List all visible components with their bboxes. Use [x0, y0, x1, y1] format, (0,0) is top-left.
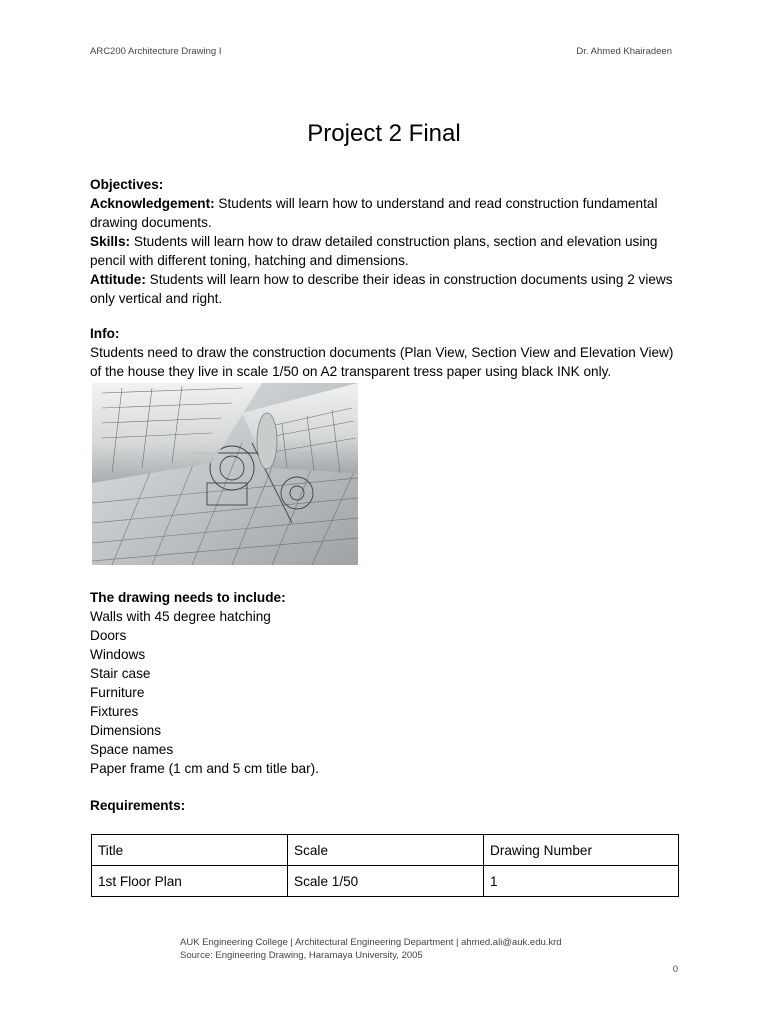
table-cell: Scale 1/50 — [288, 866, 484, 897]
footer — [180, 936, 562, 962]
table-cell: 1st Floor Plan — [92, 866, 288, 897]
objectives-heading: Objectives: — [90, 177, 164, 192]
requirements-table — [91, 834, 679, 897]
include-item: Paper frame (1 cm and 5 cm title bar). — [90, 761, 319, 776]
objectives-section — [90, 175, 680, 308]
include-item: Stair case — [90, 666, 151, 681]
architectural-blueprints-photo — [92, 383, 358, 565]
include-item: Doors — [90, 628, 127, 643]
objective-text: Students will learn how to describe their ideas in construction documents using 2 views only vertical and right. — [90, 272, 673, 306]
page-number: 0 — [672, 964, 678, 975]
table-cell: 1 — [484, 866, 679, 897]
objective-skills — [90, 232, 680, 270]
objective-attitude — [90, 270, 680, 308]
objective-label: Skills: — [90, 234, 131, 249]
includes-section — [90, 588, 680, 778]
info-text: Students need to draw the construction documents (Plan View, Section View and Elevation View) of the house they live in scale 1/50 on A2 transparent tress paper using black INK only. — [90, 345, 674, 379]
header-course: ARC200 Architecture Drawing I — [90, 46, 222, 57]
info-section — [90, 324, 680, 381]
include-item: Windows — [90, 647, 146, 662]
objective-text: Students will learn how to understand and read construction fundamental drawing documents. — [90, 196, 658, 230]
page-title: Project 2 Final — [307, 120, 461, 147]
objective-label: Attitude: — [90, 272, 146, 287]
requirements-heading: Requirements: — [90, 798, 186, 813]
table-header-cell: Scale — [288, 835, 484, 866]
header-instructor: Dr. Ahmed Khairadeen — [576, 46, 672, 57]
objective-text: Students will learn how to draw detailed construction plans, section and elevation using pencil with different toning, hatching and dimensions. — [90, 234, 658, 268]
objective-label: Acknowledgement: — [90, 196, 215, 211]
include-item: Fixtures — [90, 704, 139, 719]
include-item: Space names — [90, 742, 174, 757]
include-item: Walls with 45 degree hatching — [90, 609, 271, 624]
table-row — [92, 866, 679, 897]
table-header-row — [92, 835, 679, 866]
info-heading: Info: — [90, 326, 120, 341]
includes-heading: The drawing needs to include: — [90, 590, 286, 605]
table-header-cell: Title — [92, 835, 288, 866]
footer-line-1: AUK Engineering College | Architectural Engineering Department | ahmed.ali@auk.edu.krd — [180, 937, 562, 948]
footer-line-2: Source: Engineering Drawing, Haramaya University, 2005 — [180, 950, 423, 961]
objective-acknowledgement — [90, 194, 680, 232]
include-item: Furniture — [90, 685, 145, 700]
include-item: Dimensions — [90, 723, 162, 738]
table-header-cell: Drawing Number — [484, 835, 679, 866]
